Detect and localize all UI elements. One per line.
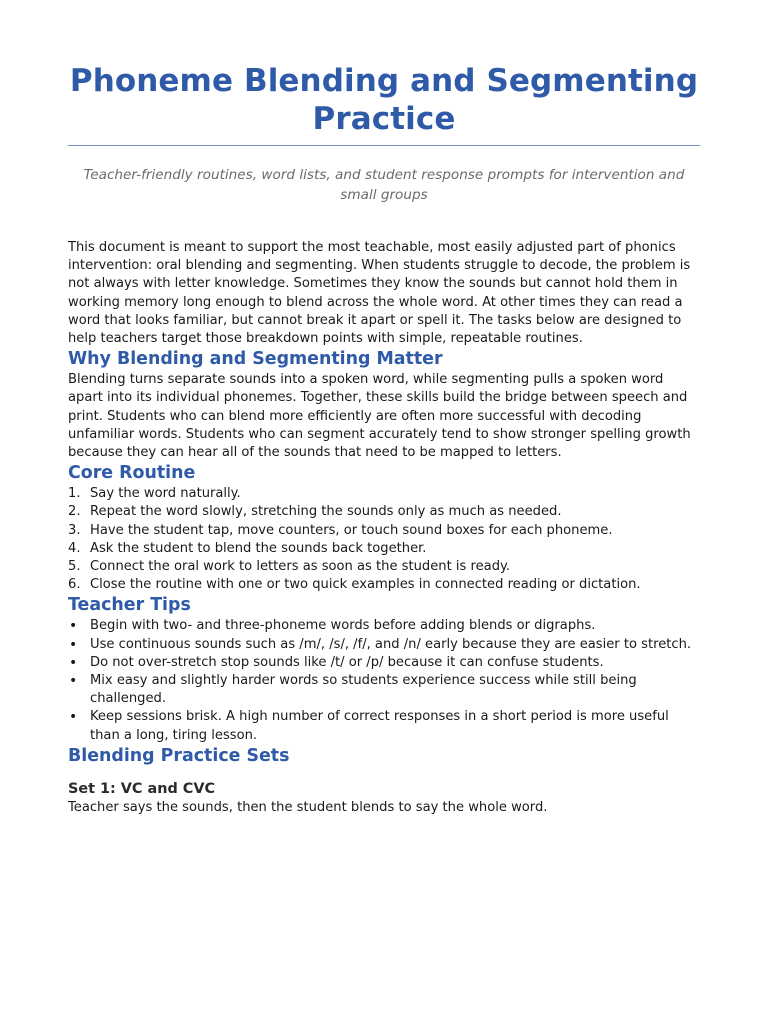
bullet-icon: • <box>69 673 78 690</box>
document-subtitle: Teacher-friendly routines, word lists, and student response prompts for intervention and small groups <box>83 167 685 203</box>
list-item <box>68 708 700 744</box>
list-number: 4. <box>68 540 81 556</box>
list-number: 5. <box>68 559 81 575</box>
list-item-text: Connect the oral work to letters as soon as the student is ready. <box>90 559 511 575</box>
bullet-icon: • <box>69 709 78 726</box>
list-item <box>68 522 700 540</box>
bullet-icon: • <box>69 618 78 635</box>
document-title: Phoneme Blending and Segmenting Practice <box>69 63 699 137</box>
list-item-text: Mix easy and slightly harder words so students experience success while still being challenged. <box>90 673 637 707</box>
teacher-tips-heading: Teacher Tips <box>68 595 191 616</box>
blending-sets-heading: Blending Practice Sets <box>68 745 290 766</box>
list-item <box>68 672 700 708</box>
why-paragraph: Blending turns separate sounds into a spoken word, while segmenting pulls a spoken word apart into its individual phonemes. Together, these skills build the bridge between speech and print. Students who can blend more efficiently are often more successful with decoding unfamiliar words. Students who can segment accurately tend to show stronger spelling growth because they can hear all of the sounds that need to be mapped to letters. <box>68 372 691 461</box>
list-item <box>68 540 700 558</box>
set-1-paragraph: Teacher says the sounds, then the student blends to say the whole word. <box>68 799 548 815</box>
list-item-text: Ask the student to blend the sounds back together. <box>90 540 427 556</box>
list-number: 2. <box>68 504 81 520</box>
list-item <box>68 617 700 635</box>
list-item-text: Do not over-stretch stop sounds like /t/ or /p/ because it can confuse students. <box>90 654 604 670</box>
list-item <box>68 654 700 672</box>
document-page <box>68 0 700 817</box>
list-item-text: Use continuous sounds such as /m/, /s/, /f/, and /n/ early because they are easier to stretch. <box>90 636 692 652</box>
list-item-text: Close the routine with one or two quick examples in connected reading or dictation. <box>90 577 641 593</box>
core-routine-heading: Core Routine <box>68 463 196 484</box>
set-1-heading: Set 1: VC and CVC <box>68 780 216 797</box>
list-number: 3. <box>68 522 81 538</box>
core-routine-list <box>68 485 700 594</box>
title-divider <box>68 145 700 146</box>
list-item <box>68 558 700 576</box>
list-item-text: Say the word naturally. <box>90 486 241 502</box>
list-item <box>68 503 700 521</box>
bullet-icon: • <box>69 654 78 671</box>
list-item-text: Keep sessions brisk. A high number of correct responses in a short period is more useful than a long, tiring lesson. <box>90 709 669 743</box>
list-number: 6. <box>68 577 81 593</box>
list-item-text: Have the student tap, move counters, or touch sound boxes for each phoneme. <box>90 522 613 538</box>
intro-paragraph: This document is meant to support the most teachable, most easily adjusted part of phonics intervention: oral blending and segmenting. When students struggle to decode, the problem is not always with letter knowledge. Sometimes they know the sounds but cannot hold them in working memory long enough to blend across the whole word. At other times they can read a word that looks familiar, but cannot break it apart or spell it. The tasks below are designed to help teachers target those breakdown points with simple, repeatable routines. <box>68 240 691 347</box>
bullet-icon: • <box>69 636 78 653</box>
list-number: 1. <box>68 486 81 502</box>
teacher-tips-list <box>68 617 700 744</box>
list-item-text: Begin with two- and three-phoneme words before adding blends or digraphs. <box>90 618 596 634</box>
why-heading: Why Blending and Segmenting Matter <box>68 349 443 370</box>
list-item <box>68 576 700 594</box>
list-item <box>68 485 700 503</box>
list-item-text: Repeat the word slowly, stretching the sounds only as much as needed. <box>90 504 562 520</box>
list-item <box>68 636 700 654</box>
